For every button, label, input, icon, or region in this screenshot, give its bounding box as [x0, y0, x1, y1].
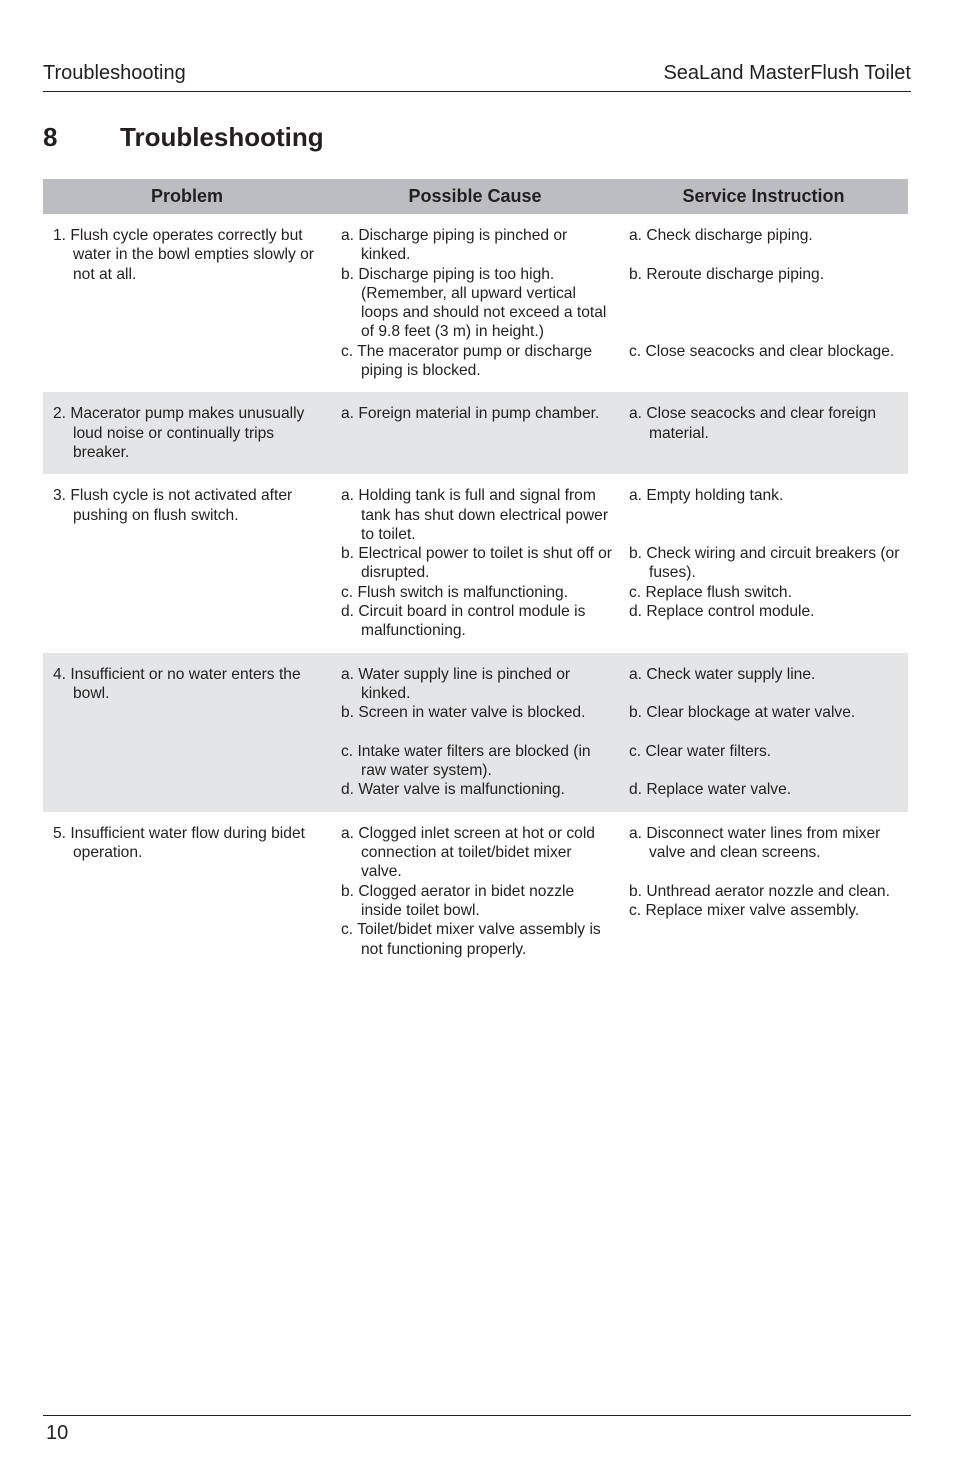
- instruction-item: c. Replace flush switch.: [629, 583, 792, 601]
- table-header-row: [43, 179, 908, 214]
- cause-cell: [331, 486, 619, 640]
- instruction-cell: [619, 824, 908, 959]
- cause-item: b. Electrical power to toilet is shut off or disrupted.: [341, 545, 612, 582]
- cause-item: c. Toilet/bidet mixer valve assembly is not functioning properly.: [341, 921, 601, 958]
- problem-cell: [43, 404, 331, 462]
- instruction-item: a. Close seacocks and clear foreign material.: [629, 405, 877, 442]
- table-row: [43, 214, 908, 392]
- header-section-label: Troubleshooting: [43, 62, 186, 84]
- line-spacer: [629, 506, 902, 525]
- instruction-item: a. Check discharge piping.: [629, 227, 813, 244]
- problem-text: 4. Insufficient or no water enters the bowl.: [53, 665, 301, 702]
- table-row: [43, 812, 908, 971]
- instruction-item: a. Empty holding tank.: [629, 487, 784, 505]
- line-spacer: [629, 862, 902, 881]
- problem-text: 1. Flush cycle operates correctly but water in the bowl empties slowly or not at all.: [53, 227, 314, 283]
- instruction-cell: [619, 665, 908, 800]
- instruction-cell: [619, 226, 908, 380]
- header-product-name: SeaLand MasterFlush Toilet: [663, 62, 911, 84]
- line-spacer: [629, 684, 902, 703]
- cause-cell: [331, 404, 619, 462]
- instruction-item: c. Clear water filters.: [629, 742, 772, 760]
- instruction-item: b. Clear blockage at water valve.: [629, 704, 856, 722]
- cause-item: c. Intake water filters are blocked (in raw water system).: [341, 742, 591, 780]
- line-spacer: [629, 245, 902, 264]
- line-spacer: [629, 723, 902, 742]
- cause-cell: [331, 226, 619, 380]
- troubleshooting-table: [43, 179, 908, 971]
- instruction-item: c. Close seacocks and clear blockage.: [629, 342, 895, 360]
- instruction-item: a. Disconnect water lines from mixer valve and clean screens.: [629, 824, 881, 862]
- line-spacer: [629, 761, 902, 780]
- instruction-item: d. Replace control module.: [629, 603, 815, 621]
- cause-item: d. Water valve is malfunctioning.: [341, 781, 565, 799]
- cause-cell: [331, 824, 619, 959]
- section-title: Troubleshooting: [120, 122, 324, 152]
- line-spacer: [341, 723, 613, 742]
- line-spacer: [629, 322, 902, 341]
- problem-cell: [43, 226, 331, 380]
- page-header: [43, 62, 911, 92]
- cause-item: c. Flush switch is malfunctioning.: [341, 583, 569, 601]
- problem-cell: [43, 824, 331, 959]
- cause-cell: [331, 665, 619, 800]
- instruction-cell: [619, 404, 908, 462]
- cause-item: d. Circuit board in control module is malfunctioning.: [341, 603, 586, 640]
- problem-text: 3. Flush cycle is not activated after pushing on flush switch.: [53, 487, 293, 524]
- section-heading: [43, 122, 324, 153]
- problem-cell: [43, 665, 331, 800]
- cause-item: b. Clogged aerator in bidet nozzle inside toilet bowl.: [341, 882, 575, 919]
- instruction-item: a. Check water supply line.: [629, 665, 816, 683]
- cause-item: c. The macerator pump or discharge piping is blocked.: [341, 342, 593, 380]
- cause-item: b. Screen in water valve is blocked.: [341, 704, 586, 722]
- instruction-item: b. Unthread aerator nozzle and clean.: [629, 882, 890, 900]
- instruction-cell: [619, 486, 908, 640]
- page-number: 10: [46, 1422, 69, 1444]
- problem-text: 5. Insufficient water flow during bidet operation.: [53, 824, 305, 862]
- cause-item: a. Foreign material in pump chamber.: [341, 405, 600, 423]
- section-number: 8: [43, 122, 58, 152]
- line-spacer: [629, 284, 902, 303]
- column-header-problem: Problem: [150, 186, 224, 206]
- cause-item: a. Discharge piping is pinched or kinked.: [341, 227, 568, 264]
- line-spacer: [629, 525, 902, 544]
- instruction-item: b. Check wiring and circuit breakers (or fuses).: [629, 545, 900, 582]
- table-row: [43, 392, 908, 474]
- cause-item: a. Water supply line is pinched or kinked.: [341, 665, 571, 702]
- instruction-item: b. Reroute discharge piping.: [629, 265, 825, 283]
- problem-cell: [43, 486, 331, 640]
- line-spacer: [629, 303, 902, 322]
- column-header-service-instruction: Service Instruction: [682, 186, 845, 206]
- problem-text: 2. Macerator pump makes unusually loud noise or continually trips breaker.: [53, 405, 305, 461]
- footer-rule: [43, 1415, 911, 1416]
- cause-item: a. Holding tank is full and signal from tank has shut down electrical power to toilet.: [341, 487, 609, 543]
- cause-item: a. Clogged inlet screen at hot or cold connection at toilet/bidet mixer valve.: [341, 824, 595, 881]
- instruction-item: c. Replace mixer valve assembly.: [629, 901, 860, 919]
- table-row: [43, 474, 908, 652]
- column-header-possible-cause: Possible Cause: [408, 186, 542, 206]
- instruction-item: d. Replace water valve.: [629, 781, 792, 799]
- cause-item: b. Discharge piping is too high. (Remember, all upward vertical loops and should not exceed a total of 9.8 feet (3 m) in height.): [341, 265, 607, 341]
- table-row: [43, 653, 908, 812]
